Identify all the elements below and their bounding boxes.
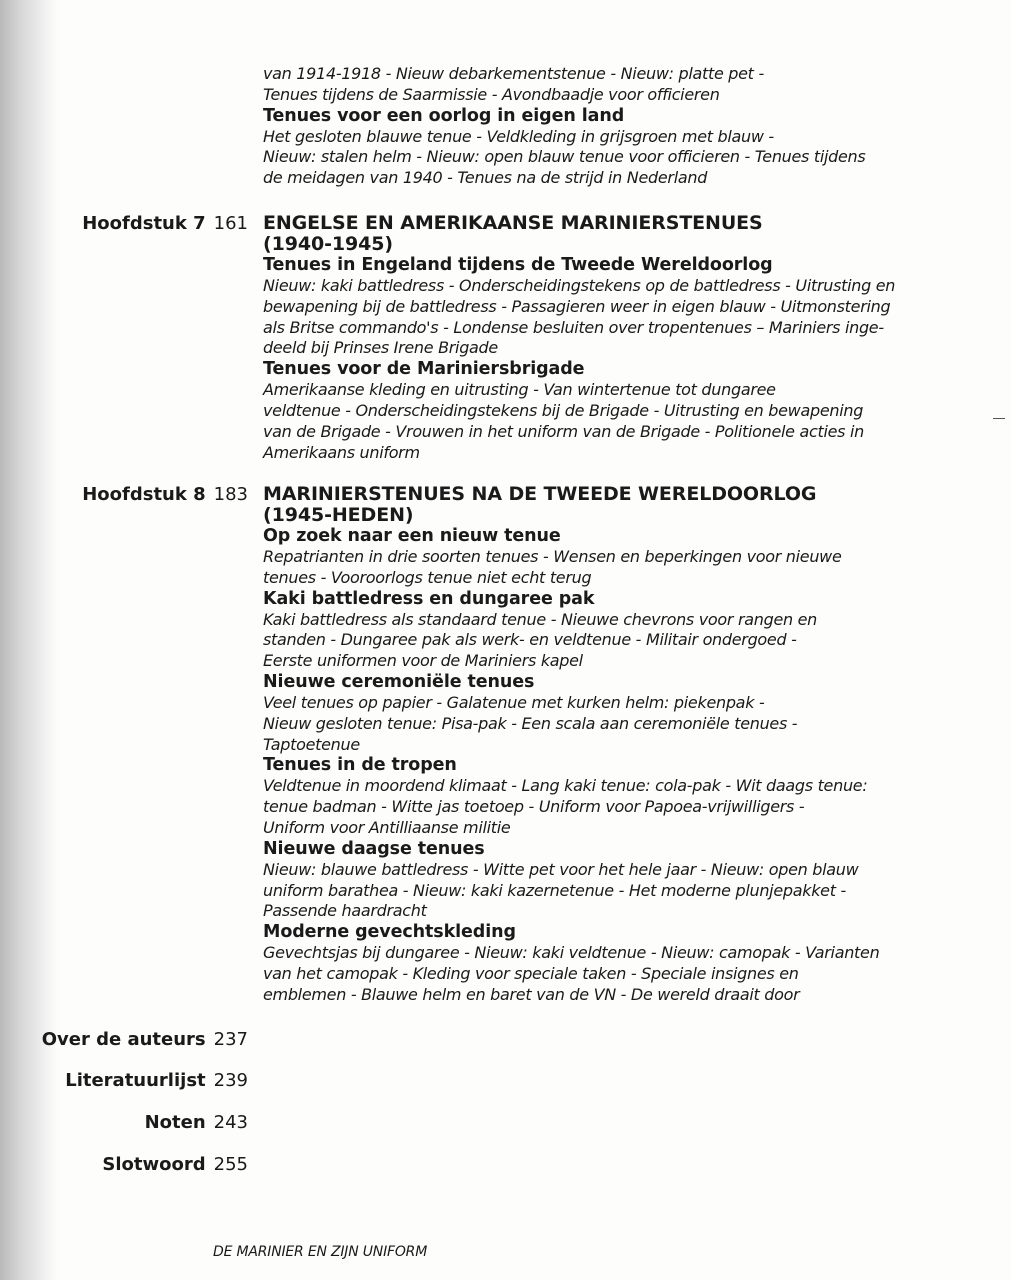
section-summary-line: Amerikaanse kleding en uitrusting - Van wintertenue tot dungaree <box>263 380 776 400</box>
section-summary-line: Nieuw: stalen helm - Nieuw: open blauw tenue voor officieren - Tenues tijdens <box>263 147 866 167</box>
section-heading[interactable]: Moderne gevechtskleding <box>263 922 516 943</box>
section-summary-line: bewapening bij de battledress - Passagieren weer in eigen blauw - Uitmonstering <box>263 296 891 316</box>
back-matter-label: Over de auteurs <box>41 1029 206 1050</box>
chapter8-label: Hoofdstuk 8 <box>82 484 206 505</box>
chapter7-label: Hoofdstuk 7 <box>82 213 206 234</box>
section-heading[interactable]: Op zoek naar een nieuw tenue <box>263 526 561 546</box>
back-matter-label: Slotwoord <box>102 1154 206 1175</box>
chapter8-page-number: 183 <box>213 484 248 505</box>
section-summary-line: Repatrianten in drie soorten tenues - Wensen en beperkingen voor nieuwe <box>263 547 842 566</box>
section-summary-line: Gevechtsjas bij dungaree - Nieuw: kaki veldtenue - Nieuw: camopak - Varianten <box>263 943 880 963</box>
chapter-title-line[interactable]: (1940-1945) <box>263 233 393 255</box>
section-summary-line: Nieuw: kaki battledress - Onderscheidingstekens op de battledress - Uitrusting en <box>263 276 896 295</box>
chapter-title-line[interactable]: ENGELSE EN AMERIKAANSE MARINIERSTENUES <box>263 212 763 234</box>
back-matter-label: Noten <box>144 1112 206 1133</box>
chapter7-contents <box>263 212 896 463</box>
section-heading[interactable]: Tenues in Engeland tijdens de Tweede Wereldoorlog <box>263 255 773 275</box>
section-heading[interactable]: Tenues in de tropen <box>263 755 457 776</box>
section-heading[interactable]: Nieuwe ceremoniële tenues <box>263 671 535 692</box>
back-matter-noten[interactable] <box>20 1112 248 1133</box>
section-summary-line: Kaki battledress als standaard tenue - Nieuwe chevrons voor rangen en <box>263 609 817 629</box>
section-summary-line: uniform barathea - Nieuw: kaki kazernetenue - Het moderne plunjepakket - <box>263 880 846 900</box>
chapter8-entry[interactable] <box>40 484 248 505</box>
section-summary-line: Het gesloten blauwe tenue - Veldkleding in grijsgroen met blauw - <box>263 126 774 146</box>
chapter8-contents <box>263 484 883 1006</box>
section-summary-line: van het camopak - Kleding voor speciale taken - Speciale insignes en <box>263 963 799 983</box>
section-heading[interactable]: Kaki battledress en dungaree pak <box>263 588 595 609</box>
section-summary-line: Uniform voor Antilliaanse militie <box>263 817 511 837</box>
section-summary-line: de meidagen van 1940 - Tenues na de strijd in Nederland <box>263 168 708 188</box>
chapter6-continuation <box>263 64 883 189</box>
section-summary-line: van 1914-1918 - Nieuw debarkementstenue - Nieuw: platte pet - <box>263 64 764 83</box>
section-summary-line: standen - Dungaree pak als werk- en veldtenue - Militair ondergoed - <box>263 630 797 650</box>
section-summary-line: deeld bij Prinses Irene Brigade <box>263 338 498 358</box>
edge-mark <box>993 418 1005 419</box>
back-matter-page: 255 <box>213 1154 248 1175</box>
chapter-title-line[interactable]: MARINIERSTENUES NA DE TWEEDE WERELDOORLOG <box>263 483 817 505</box>
section-summary-line: van de Brigade - Vrouwen in het uniform van de Brigade - Politionele acties in <box>263 421 864 441</box>
section-summary-line: tenues - Vooroorlogs tenue niet echt terug <box>263 567 592 587</box>
chapter-title-line[interactable]: (1945-HEDEN) <box>263 504 414 526</box>
section-summary-line: als Britse commando's - Londense besluiten over tropentenues – Mariniers inge- <box>263 317 884 337</box>
section-heading[interactable]: Nieuwe daagse tenues <box>263 838 485 859</box>
section-summary-line: Taptoetenue <box>263 734 360 754</box>
chapter7-entry[interactable] <box>40 213 248 234</box>
section-summary-line: Nieuw gesloten tenue: Pisa-pak - Een scala aan ceremoniële tenues - <box>263 713 798 733</box>
section-summary-line: Veldtenue in moordend klimaat - Lang kaki tenue: cola-pak - Wit daags tenue: <box>263 776 868 796</box>
section-summary-line: veldtenue - Onderscheidingstekens bij de Brigade - Uitrusting en bewapening <box>263 400 864 420</box>
back-matter-label: Literatuurlijst <box>65 1070 206 1091</box>
back-matter-page: 239 <box>213 1070 248 1091</box>
back-matter-slotwoord[interactable] <box>20 1154 248 1175</box>
section-summary-line: Eerste uniformen voor de Mariniers kapel <box>263 651 583 671</box>
section-heading[interactable]: Tenues voor een oorlog in eigen land <box>263 105 625 126</box>
section-summary-line: Veel tenues op papier - Galatenue met kurken helm: piekenpak - <box>263 692 765 712</box>
section-summary-line: Tenues tijdens de Saarmissie - Avondbaadje voor officieren <box>263 84 720 104</box>
section-summary-line: Passende haardracht <box>263 901 427 921</box>
section-summary-line: emblemen - Blauwe helm en baret van de VN - De wereld draait door <box>263 984 800 1004</box>
chapter7-page-number: 161 <box>213 213 248 234</box>
section-heading[interactable]: Tenues voor de Mariniersbrigade <box>263 359 585 380</box>
section-summary-line: Amerikaans uniform <box>263 442 420 462</box>
section-summary-line: tenue badman - Witte jas toetoep - Uniform voor Papoea-vrijwilligers - <box>263 797 805 817</box>
back-matter-page: 243 <box>213 1112 248 1133</box>
back-matter-literatuurlijst[interactable] <box>20 1070 248 1091</box>
section-summary-line: Nieuw: blauwe battledress - Witte pet voor het hele jaar - Nieuw: open blauw <box>263 859 859 879</box>
back-matter-over-de-auteurs[interactable] <box>20 1029 248 1050</box>
back-matter-page: 237 <box>213 1029 248 1050</box>
running-footer: DE MARINIER EN ZIJN UNIFORM <box>213 1244 428 1260</box>
